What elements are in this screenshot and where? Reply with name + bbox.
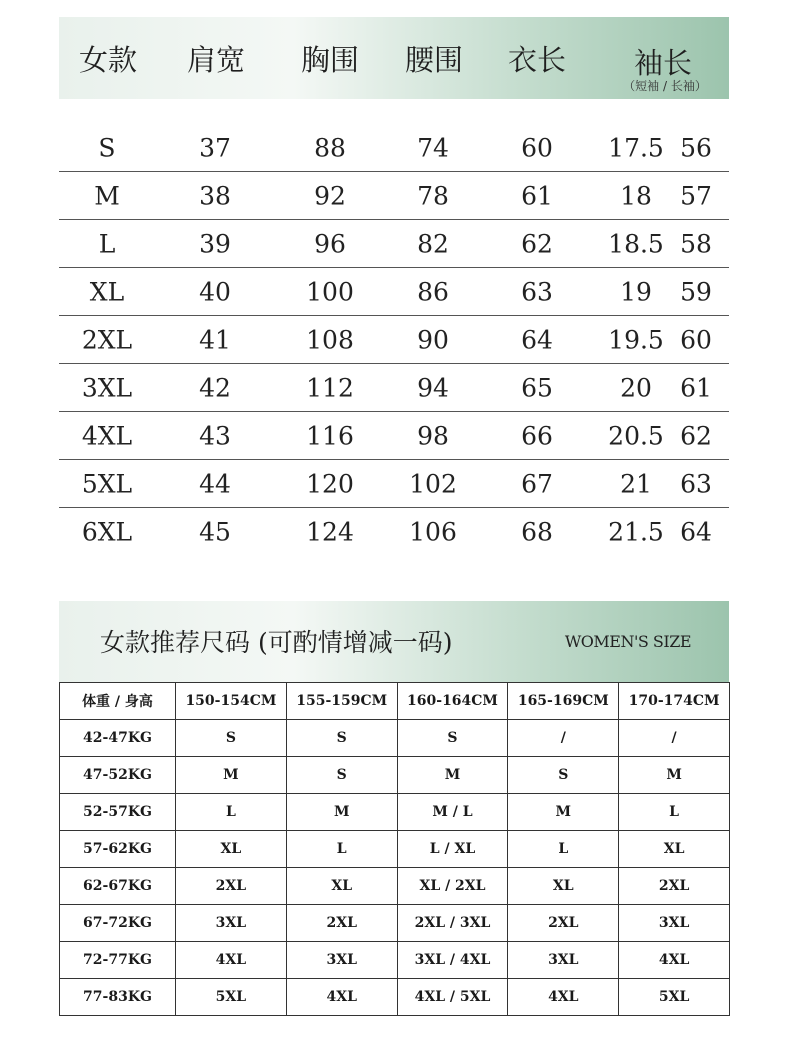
weight-cell: 72-77KG (60, 942, 176, 979)
row-divider (59, 267, 729, 268)
size-cell: M (94, 181, 120, 211)
size-cell: 43 (199, 421, 231, 451)
size-cell: 82 (417, 229, 449, 259)
size-cell: 66 (521, 421, 553, 451)
recommend-header-cell: 150-154CM (176, 683, 287, 720)
size-cell: 116 (306, 421, 354, 451)
recommend-size-cell: S (286, 757, 397, 794)
size-cell: 60 (680, 325, 712, 355)
size-cell: 37 (199, 133, 231, 163)
size-cell: 2XL (81, 325, 133, 355)
recommend-size-cell: 4XL (508, 979, 619, 1016)
size-cell: 19.5 (608, 325, 664, 355)
size-cell: 21.5 (608, 517, 664, 547)
size-cell: 5XL (81, 469, 133, 499)
recommend-size-cell: M (508, 794, 619, 831)
recommend-size-cell: M (176, 757, 287, 794)
recommend-size-cell: XL (286, 868, 397, 905)
size-cell: 106 (409, 517, 457, 547)
size-cell: 74 (417, 133, 449, 163)
size-cell: 108 (306, 325, 354, 355)
size-cell: 65 (521, 373, 553, 403)
size-cell: 96 (314, 229, 346, 259)
size-cell: 57 (680, 181, 712, 211)
recommend-size-cell: 2XL (508, 905, 619, 942)
size-cell: 61 (521, 181, 553, 211)
size-cell: 60 (521, 133, 553, 163)
recommend-size-cell: S (176, 720, 287, 757)
size-cell: 62 (521, 229, 553, 259)
recommend-size-cell: 3XL / 4XL (397, 942, 508, 979)
size-cell: 124 (306, 517, 354, 547)
weight-cell: 57-62KG (60, 831, 176, 868)
recommend-header-cell: 体重 / 身高 (60, 683, 176, 720)
size-cell: 4XL (81, 421, 133, 451)
size-cell: 58 (680, 229, 712, 259)
size-cell: 6XL (81, 517, 133, 547)
recommend-size-cell: 3XL (286, 942, 397, 979)
size-cell: 64 (521, 325, 553, 355)
recommend-size-cell: 2XL (619, 868, 730, 905)
recommend-size-cell: XL (508, 868, 619, 905)
recommend-size-cell: S (508, 757, 619, 794)
header-chest: 胸围 (300, 42, 359, 77)
recommend-size-cell: L (619, 794, 730, 831)
weight-cell: 67-72KG (60, 905, 176, 942)
size-cell: 61 (680, 373, 712, 403)
size-cell: 44 (199, 469, 231, 499)
recommend-title: 女款推荐尺码 (可酌情增减一码) (100, 628, 453, 657)
size-cell: 62 (680, 421, 712, 451)
size-cell: 20.5 (608, 421, 664, 451)
size-cell: 112 (306, 373, 354, 403)
recommend-size-cell: 2XL / 3XL (397, 905, 508, 942)
recommend-header-cell: 165-169CM (508, 683, 619, 720)
row-divider (59, 507, 729, 508)
header-length: 衣长 (507, 42, 566, 77)
weight-cell: 52-57KG (60, 794, 176, 831)
recommend-header-cell: 170-174CM (619, 683, 730, 720)
recommend-size-cell: 5XL (176, 979, 287, 1016)
size-cell: 90 (417, 325, 449, 355)
table-row (60, 831, 730, 868)
size-cell: 94 (417, 373, 449, 403)
size-cell: 21 (620, 469, 652, 499)
size-chart-header (59, 17, 729, 99)
recommend-size-cell: XL / 2XL (397, 868, 508, 905)
size-cell: 92 (314, 181, 346, 211)
header-size: 女款 (78, 42, 137, 77)
recommend-size-cell: 4XL / 5XL (397, 979, 508, 1016)
recommend-size-cell: M / L (397, 794, 508, 831)
recommend-size-cell: M (397, 757, 508, 794)
recommend-size-cell: XL (619, 831, 730, 868)
recommend-header (59, 601, 729, 683)
size-cell: 56 (680, 133, 712, 163)
size-cell: S (98, 133, 116, 163)
size-cell: 45 (199, 517, 231, 547)
size-cell: 59 (680, 277, 712, 307)
recommend-size-cell: L / XL (397, 831, 508, 868)
size-cell: 63 (680, 469, 712, 499)
sleeve-note: （短袖 / 长袖） (623, 79, 707, 93)
recommend-subtitle-en: WOMEN'S SIZE (564, 632, 691, 651)
size-cell: 18 (620, 181, 652, 211)
recommend-table (59, 682, 730, 1016)
weight-cell: 62-67KG (60, 868, 176, 905)
size-cell: 67 (521, 469, 553, 499)
size-cell: 86 (417, 277, 449, 307)
row-divider (59, 315, 729, 316)
weight-cell: 42-47KG (60, 720, 176, 757)
recommend-size-cell: XL (176, 831, 287, 868)
size-cell: 40 (199, 277, 231, 307)
size-cell: 39 (199, 229, 231, 259)
size-cell: XL (89, 277, 125, 307)
size-cell: 98 (417, 421, 449, 451)
size-cell: 102 (409, 469, 457, 499)
size-cell: 78 (417, 181, 449, 211)
size-cell: 18.5 (608, 229, 664, 259)
table-row (60, 794, 730, 831)
table-row (60, 942, 730, 979)
size-cell: 63 (521, 277, 553, 307)
row-divider (59, 171, 729, 172)
recommend-size-cell: 4XL (619, 942, 730, 979)
header-shoulder: 肩宽 (186, 42, 245, 77)
weight-cell: 47-52KG (60, 757, 176, 794)
table-row (60, 868, 730, 905)
size-cell: 88 (314, 133, 346, 163)
recommend-header-cell: 155-159CM (286, 683, 397, 720)
recommend-size-cell: 2XL (286, 905, 397, 942)
recommend-size-cell: 3XL (619, 905, 730, 942)
size-cell: 3XL (81, 373, 133, 403)
recommend-size-cell: 4XL (286, 979, 397, 1016)
size-cell: 20 (620, 373, 652, 403)
recommend-size-cell: 5XL (619, 979, 730, 1016)
size-cell: 19 (620, 277, 652, 307)
recommend-size-cell: L (286, 831, 397, 868)
table-row (60, 905, 730, 942)
size-cell: 38 (199, 181, 231, 211)
table-row (60, 979, 730, 1016)
recommend-size-cell: L (508, 831, 619, 868)
recommend-size-cell: 3XL (508, 942, 619, 979)
recommend-size-cell: M (286, 794, 397, 831)
size-cell: 64 (680, 517, 712, 547)
size-cell: 120 (306, 469, 354, 499)
recommend-header-cell: 160-164CM (397, 683, 508, 720)
table-row (60, 757, 730, 794)
row-divider (59, 363, 729, 364)
row-divider (59, 219, 729, 220)
row-divider (59, 459, 729, 460)
size-cell: 17.5 (608, 133, 664, 163)
recommend-size-cell: L (176, 794, 287, 831)
header-sleeve: 袖长 (633, 46, 693, 80)
recommend-size-cell: 3XL (176, 905, 287, 942)
recommend-size-cell: / (508, 720, 619, 757)
recommend-size-cell: 4XL (176, 942, 287, 979)
recommend-size-cell: 2XL (176, 868, 287, 905)
recommend-size-cell: S (397, 720, 508, 757)
row-divider (59, 411, 729, 412)
size-cell: 68 (521, 517, 553, 547)
weight-cell: 77-83KG (60, 979, 176, 1016)
recommend-size-cell: M (619, 757, 730, 794)
size-cell: 41 (199, 325, 231, 355)
size-cell: L (98, 229, 116, 259)
size-cell: 100 (306, 277, 354, 307)
table-row (60, 720, 730, 757)
recommend-size-cell: S (286, 720, 397, 757)
size-cell: 42 (199, 373, 231, 403)
recommend-header-row (60, 683, 730, 720)
header-waist: 腰围 (404, 42, 463, 77)
recommend-size-cell: / (619, 720, 730, 757)
